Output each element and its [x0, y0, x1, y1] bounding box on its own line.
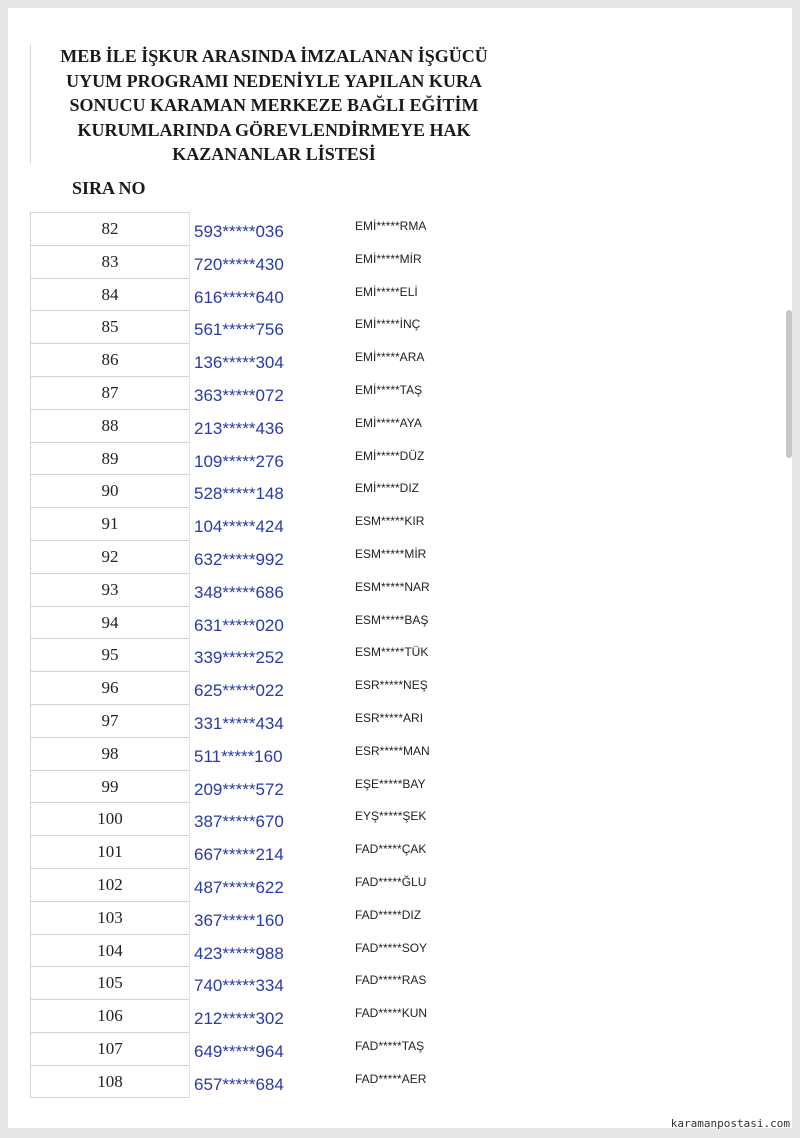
table-row: [30, 901, 630, 934]
document-title: [32, 44, 516, 167]
table-row: [30, 1065, 630, 1098]
masked-name: FAD*****ÇAK: [355, 842, 427, 857]
masked-name: ESM*****BAŞ: [355, 612, 429, 627]
masked-name: EMİ*****ARA: [355, 350, 425, 365]
title-line: SONUCU KARAMAN MERKEZE BAĞLI EĞİTİM: [69, 95, 479, 115]
masked-name: EMİ*****İNÇ: [355, 317, 421, 332]
table-row: [30, 1032, 630, 1065]
table-row: [30, 442, 630, 475]
masked-id-number: 363*****072: [194, 385, 284, 405]
row-number: 100: [30, 802, 190, 835]
table-row: [30, 245, 630, 278]
masked-id-number: 561*****756: [194, 320, 284, 340]
results-table: [30, 212, 630, 1098]
masked-name: EMİ*****DÜZ: [355, 448, 425, 463]
row-number: 93: [30, 573, 190, 606]
masked-name: EŞE*****BAY: [355, 776, 426, 791]
table-row: [30, 671, 630, 704]
table-row: [30, 934, 630, 967]
masked-name: EMİ*****RMA: [355, 219, 427, 233]
masked-name: ESM*****KIR: [355, 514, 425, 529]
masked-id-number: 657*****684: [194, 1074, 284, 1094]
row-number: 88: [30, 409, 190, 442]
masked-name: ESM*****MİR: [355, 546, 427, 561]
table-row: [30, 704, 630, 737]
masked-name: FAD*****RAS: [355, 973, 427, 988]
row-number: 104: [30, 934, 190, 967]
masked-name: EMİ*****MİR: [355, 251, 422, 266]
table-row: [30, 343, 630, 376]
table-row: [30, 802, 630, 835]
masked-id-number: 136*****304: [194, 353, 284, 373]
masked-name: EMİ*****TAŞ: [355, 382, 423, 397]
masked-name: EMİ*****DIZ: [355, 481, 420, 496]
masked-name: ESR*****MAN: [355, 743, 430, 758]
table-row: [30, 770, 630, 803]
table-row: [30, 966, 630, 999]
masked-id-number: 213*****436: [194, 418, 284, 438]
row-number: 82: [30, 212, 190, 245]
row-number: 92: [30, 540, 190, 573]
masked-id-number: 487*****622: [194, 877, 284, 897]
masked-id-number: 212*****302: [194, 1009, 284, 1029]
row-number: 102: [30, 868, 190, 901]
row-number: 87: [30, 376, 190, 409]
masked-id-number: 339*****252: [194, 648, 284, 668]
row-number: 90: [30, 474, 190, 507]
masked-id-number: 104*****424: [194, 517, 284, 537]
masked-id-number: 649*****964: [194, 1041, 284, 1061]
row-number: 108: [30, 1065, 190, 1098]
title-line: KAZANANLAR LİSTESİ: [172, 144, 376, 164]
masked-id-number: 109*****276: [194, 451, 284, 471]
row-number: 105: [30, 966, 190, 999]
masked-name: EYŞ*****ŞEK: [355, 809, 427, 824]
masked-id-number: 631*****020: [194, 615, 284, 635]
masked-name: EMİ*****AYA: [355, 415, 422, 430]
document-page: [8, 8, 792, 1128]
masked-id-number: 387*****670: [194, 812, 284, 832]
row-number: 85: [30, 310, 190, 343]
table-row: [30, 212, 630, 245]
title-line: UYUM PROGRAMI NEDENİYLE YAPILAN KURA: [66, 70, 482, 91]
masked-id-number: 209*****572: [194, 779, 284, 799]
table-row: [30, 638, 630, 671]
table-row: [30, 278, 630, 311]
masked-id-number: 348*****686: [194, 582, 284, 602]
row-number: 94: [30, 606, 190, 639]
row-number: 99: [30, 770, 190, 803]
row-number: 103: [30, 901, 190, 934]
masked-name: ESM*****NAR: [355, 579, 430, 594]
scrollbar-thumb[interactable]: [786, 310, 792, 458]
row-number: 107: [30, 1032, 190, 1065]
row-number: 91: [30, 507, 190, 540]
watermark: karamanpostasi.com: [670, 1117, 790, 1130]
table-row: [30, 376, 630, 409]
masked-id-number: 720*****430: [194, 254, 284, 274]
masked-name: ESR*****ARI: [355, 710, 424, 725]
masked-id-number: 740*****334: [194, 976, 284, 996]
masked-id-number: 632*****992: [194, 549, 284, 569]
masked-name: EMİ*****ELİ: [355, 284, 418, 299]
masked-name: FAD*****TAŞ: [355, 1038, 425, 1053]
title-line: KURUMLARINDA GÖREVLENDİRMEYE HAK: [77, 119, 471, 140]
masked-id-number: 616*****640: [194, 287, 284, 307]
masked-id-number: 423*****988: [194, 943, 284, 963]
masked-name: FAD*****ĞLU: [355, 874, 427, 889]
row-number: 83: [30, 245, 190, 278]
row-number: 106: [30, 999, 190, 1032]
row-number: 98: [30, 737, 190, 770]
masked-id-number: 667*****214: [194, 845, 284, 865]
table-row: [30, 540, 630, 573]
row-number: 96: [30, 671, 190, 704]
masked-name: ESM*****TÜK: [355, 645, 429, 660]
table-row: [30, 606, 630, 639]
row-number: 97: [30, 704, 190, 737]
table-row: [30, 409, 630, 442]
masked-name: FAD*****DIZ: [355, 907, 422, 922]
masked-id-number: 331*****434: [194, 713, 284, 733]
table-row: [30, 474, 630, 507]
sira-no-header: SIRA NO: [72, 178, 146, 198]
masked-name: FAD*****AER: [355, 1071, 427, 1086]
table-row: [30, 507, 630, 540]
masked-id-number: 511*****160: [194, 746, 283, 766]
header-divider: [30, 44, 31, 164]
masked-id-number: 367*****160: [194, 910, 284, 930]
row-number: 89: [30, 442, 190, 475]
masked-id-number: 625*****022: [194, 681, 284, 701]
title-line: MEB İLE İŞKUR ARASINDA İMZALANAN İŞGÜCÜ: [60, 46, 488, 66]
table-row: [30, 868, 630, 901]
row-number: 84: [30, 278, 190, 311]
masked-name: ESR*****NEŞ: [355, 678, 428, 693]
masked-name: FAD*****KUN: [355, 1006, 428, 1021]
table-row: [30, 573, 630, 606]
row-number: 101: [30, 835, 190, 868]
row-number: 86: [30, 343, 190, 376]
masked-name: FAD*****SOY: [355, 940, 428, 955]
table-row: [30, 999, 630, 1032]
masked-id-number: 528*****148: [194, 484, 284, 504]
table-row: [30, 737, 630, 770]
table-row: [30, 835, 630, 868]
table-row: [30, 310, 630, 343]
masked-id-number: 593*****036: [194, 222, 284, 241]
row-number: 95: [30, 638, 190, 671]
